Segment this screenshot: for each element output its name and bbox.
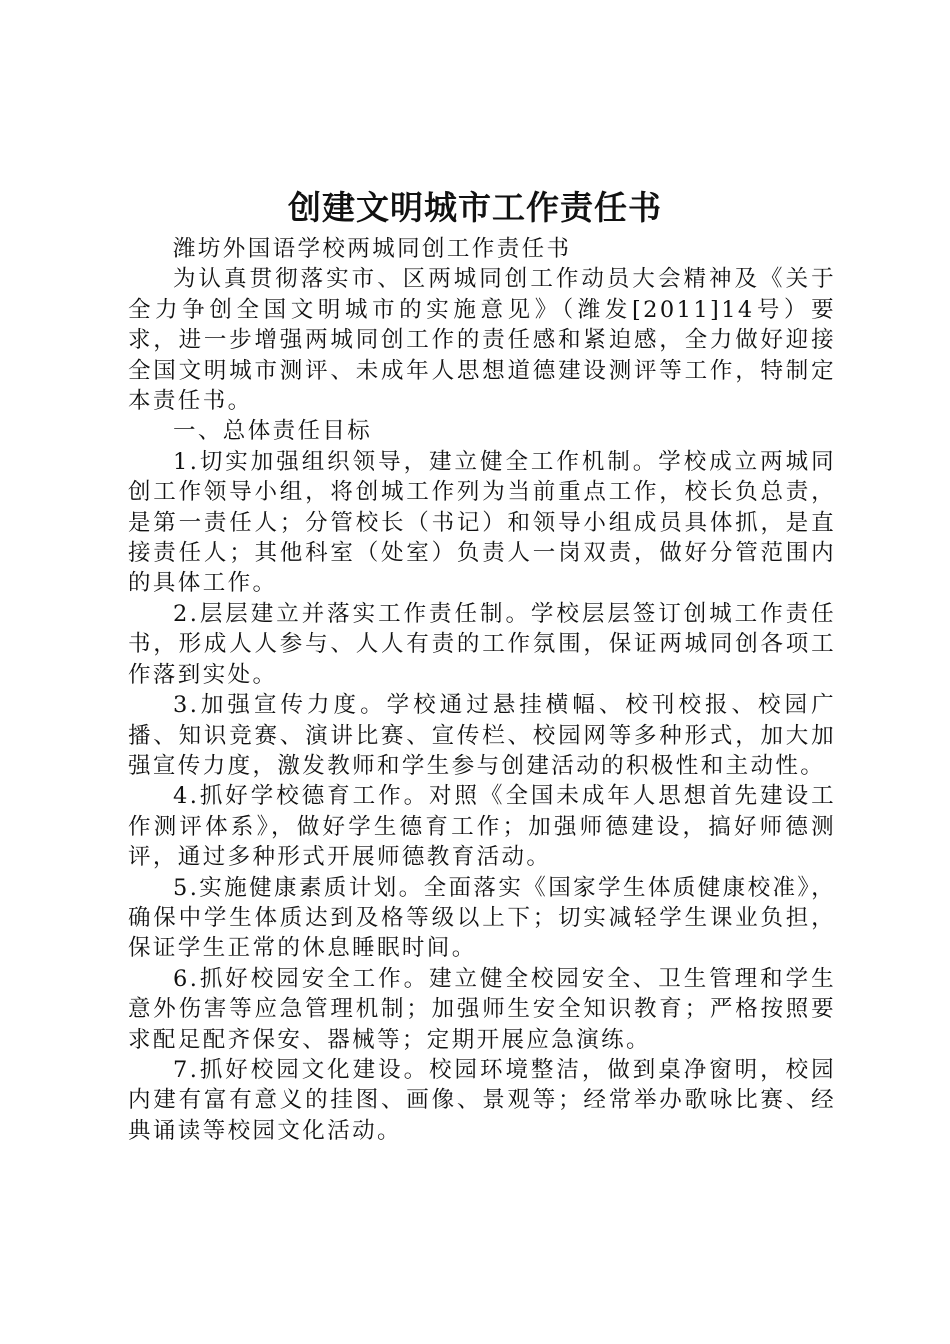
item-paragraph: 1.切实加强组织领导，建立健全工作机制。学校成立两城同创工作领导小组，将创城工作列为当前重点工作，校长负总责，是第一责任人；分管校长（书记）和领导小组成员具体抓，是直接责任人；其他科室（处室）负责人一岗双责，做好分管范围内的具体工作。 [128, 448, 836, 597]
item-paragraph: 2.层层建立并落实工作责任制。学校层层签订创城工作责任书，形成人人参与、人人有责的工作氛围，保证两城同创各项工作落到实处。 [128, 600, 836, 688]
subtitle-paragraph: 潍坊外国语学校两城同创工作责任书 [173, 236, 572, 262]
item-paragraph: 7.抓好校园文化建设。校园环境整洁，做到桌净窗明，校园内建有富有意义的挂图、画像、景观等；经常举办歌咏比赛、经典诵读等校园文化活动。 [128, 1056, 836, 1144]
item-paragraph: 6.抓好校园安全工作。建立健全校园安全、卫生管理和学生意外伤害等应急管理机制；加强师生安全知识教育；严格按照要求配足配齐保安、器械等；定期开展应急演练。 [128, 965, 836, 1053]
item-paragraph: 3.加强宣传力度。学校通过悬挂横幅、校刊校报、校园广播、知识竞赛、演讲比赛、宣传栏、校园网等多种形式，加大加强宣传力度，激发教师和学生参与创建活动的积极性和主动性。 [128, 692, 836, 779]
item-paragraph: 5.实施健康素质计划。全面落实《国家学生体质健康校准》，确保中学生体质达到及格等级以上下；切实减轻学生课业负担，保证学生正常的休息睡眠时间。 [128, 874, 836, 962]
document-title: 创建文明城市工作责任书 [288, 188, 662, 227]
item-paragraph: 4.抓好学校德育工作。对照《全国未成年人思想首先建设工作测评体系》，做好学生德育工作；加强师德建设，搞好师德测评，通过多种形式开展师德教育活动。 [128, 783, 836, 871]
document-body [128, 234, 836, 1146]
intro-paragraph: 为认真贯彻落实市、区两城同创工作动员大会精神及《关于全力争创全国文明城市的实施意见》（潍发[2011]14号）要求，进一步增强两城同创工作的责任感和紧迫感，全力做好迎接全国文明城市测评、未成年人思想道德建设测评等工作，特制定本责任书。 [128, 266, 836, 415]
section-heading: 一、总体责任目标 [173, 418, 373, 445]
